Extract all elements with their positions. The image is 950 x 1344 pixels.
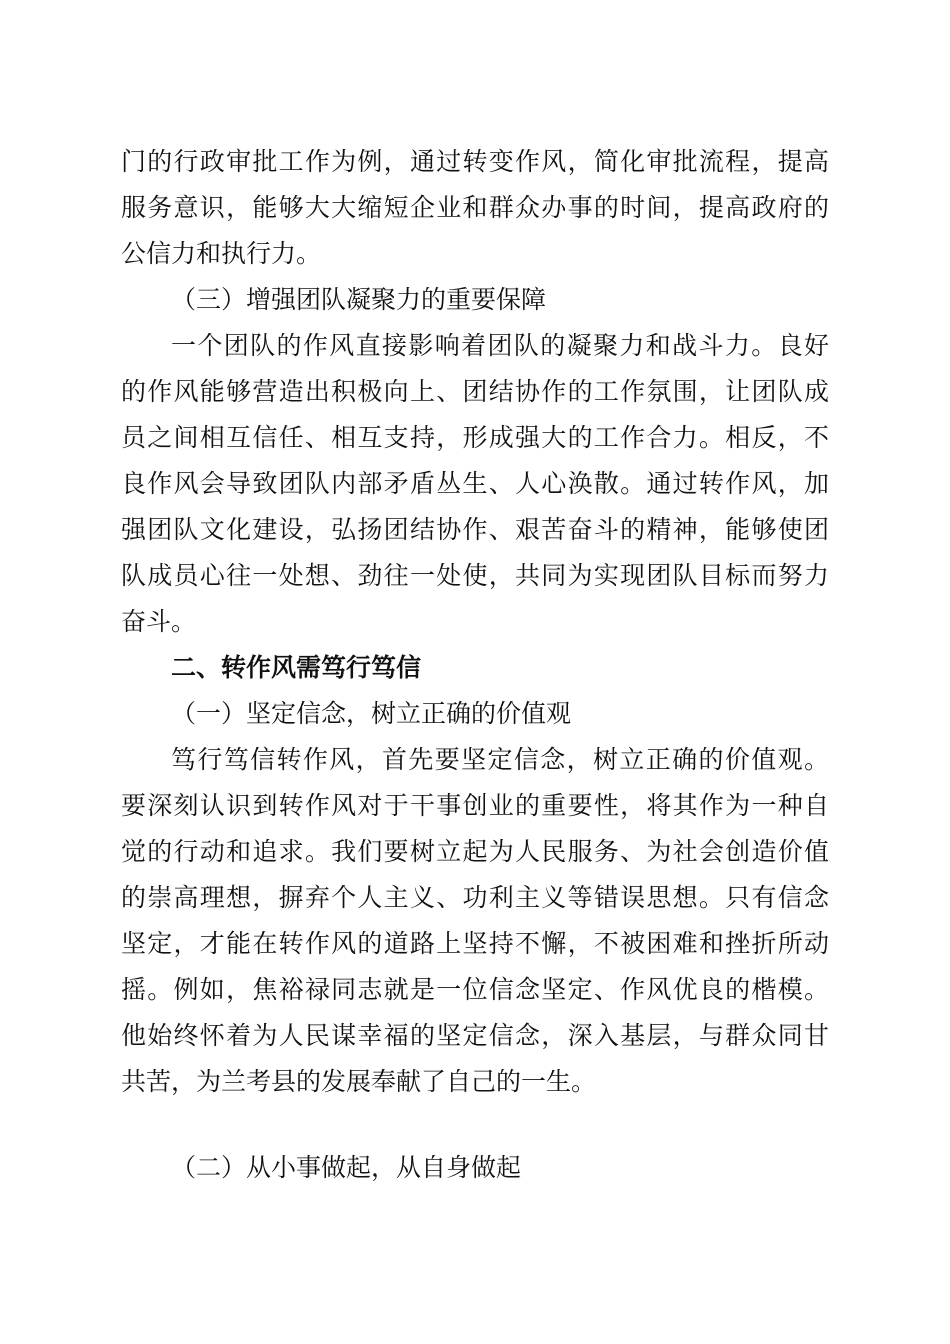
paragraph-line: 强团队文化建设，弘扬团结协作、艰苦奋斗的精神，能够使团: [121, 515, 829, 544]
section-subheading: （二）从小事做起，从自身做起: [171, 1153, 522, 1182]
section-subheading: （一）坚定信念，树立正确的价值观: [171, 699, 572, 728]
section-subheading: （三）增强团队凝聚力的重要保障: [171, 285, 547, 314]
paragraph-line: 共苦，为兰考县的发展奉献了自己的一生。: [121, 1067, 597, 1096]
section-heading: 二、转作风需笃行笃信: [171, 653, 422, 682]
paragraph-line: 公信力和执行力。: [121, 239, 322, 268]
paragraph-line: 队成员心往一处想、劲往一处使，共同为实现团队目标而努力: [121, 561, 829, 590]
paragraph-line: 良作风会导致团队内部矛盾丛生、人心涣散。通过转作风，加: [121, 469, 829, 498]
paragraph-line: 门的行政审批工作为例，通过转变作风，简化审批流程，提高: [121, 147, 829, 176]
paragraph-line: 员之间相互信任、相互支持，形成强大的工作合力。相反，不: [121, 423, 829, 452]
paragraph-line: 一个团队的作风直接影响着团队的凝聚力和战斗力。良好: [171, 331, 829, 360]
paragraph-line: 服务意识，能够大大缩短企业和群众办事的时间，提高政府的: [121, 193, 829, 222]
paragraph-line: 奋斗。: [121, 607, 197, 636]
paragraph-line: 要深刻认识到转作风对于干事创业的重要性，将其作为一种自: [121, 791, 829, 820]
paragraph-line: 的崇高理想，摒弃个人主义、功利主义等错误思想。只有信念: [121, 883, 829, 912]
paragraph-line: 他始终怀着为人民谋幸福的坚定信念，深入基层，与群众同甘: [121, 1021, 829, 1050]
paragraph-line: 坚定，才能在转作风的道路上坚持不懈，不被困难和挫折所动: [121, 929, 829, 958]
paragraph-line: 的作风能够营造出积极向上、团结协作的工作氛围，让团队成: [121, 377, 829, 406]
paragraph-line: 摇。例如，焦裕禄同志就是一位信念坚定、作风优良的楷模。: [121, 975, 829, 1004]
paragraph-line: 觉的行动和追求。我们要树立起为人民服务、为社会创造价值: [121, 837, 829, 866]
paragraph-line: 笃行笃信转作风，首先要坚定信念，树立正确的价值观。: [171, 745, 829, 774]
